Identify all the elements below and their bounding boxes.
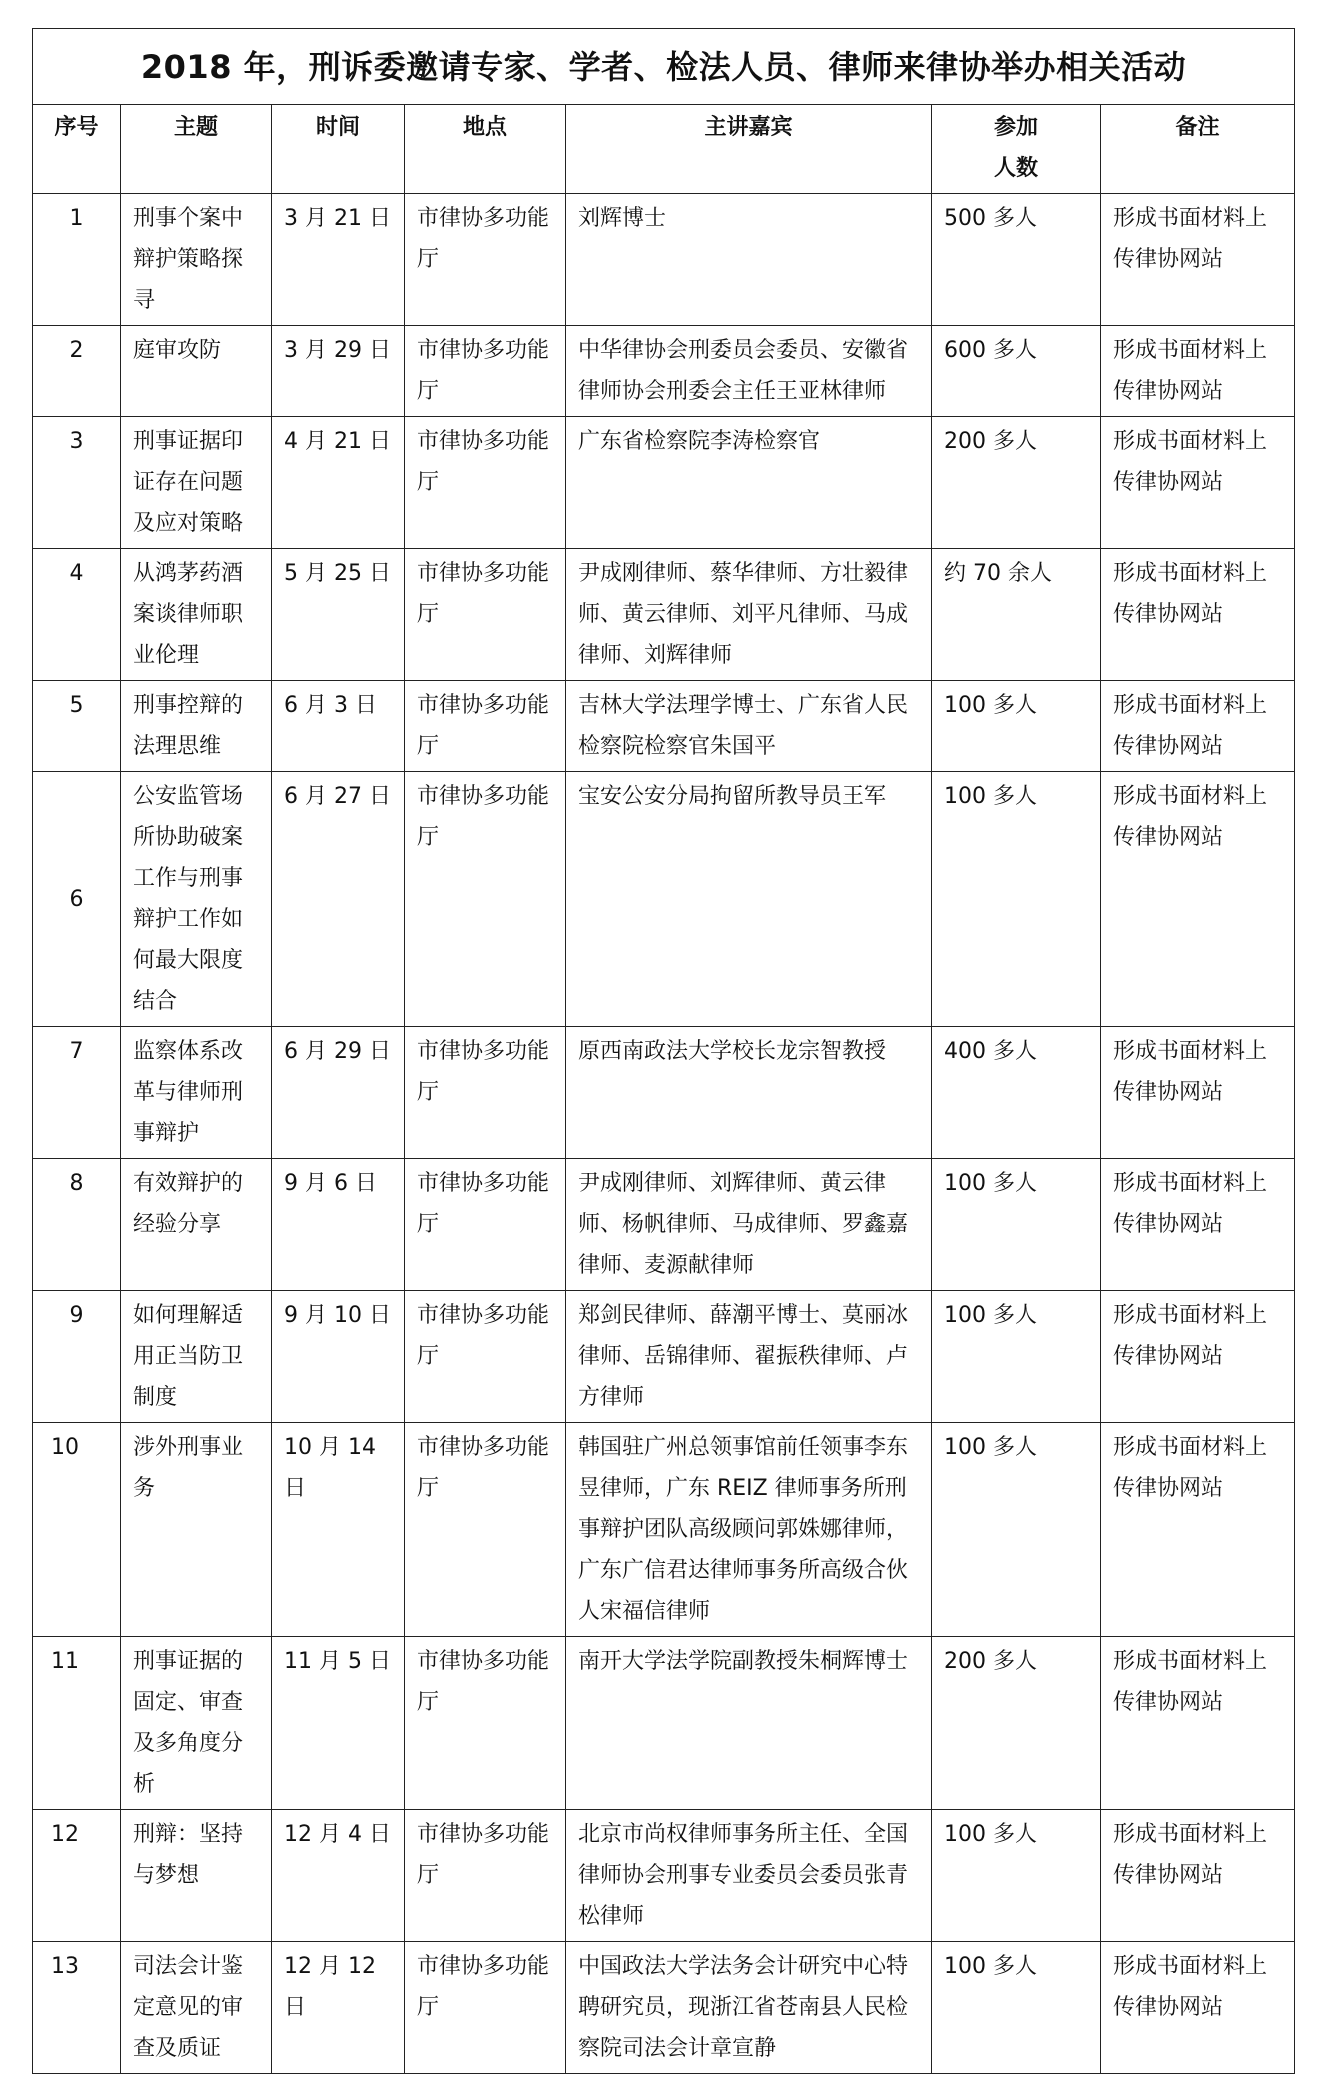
cell-count: 400 多人 (932, 1027, 1101, 1159)
cell-speaker: 韩国驻广州总领事馆前任领事李东昱律师，广东 REIZ 律师事务所刑事辩护团队高级顾问郭姝娜律师，广东广信君达律师事务所高级合伙人宋福信律师 (566, 1423, 932, 1637)
cell-topic: 庭审攻防 (121, 326, 272, 417)
table-body (33, 194, 1295, 2074)
table-row (33, 1291, 1295, 1423)
cell-no: 12 (33, 1810, 121, 1942)
cell-time: 4 月 21 日 (272, 417, 405, 549)
header-topic: 主题 (121, 105, 272, 194)
cell-count: 100 多人 (932, 1810, 1101, 1942)
cell-no: 11 (33, 1637, 121, 1810)
table-row (33, 326, 1295, 417)
cell-speaker: 刘辉博士 (566, 194, 932, 326)
cell-place: 市律协多功能厅 (405, 417, 566, 549)
cell-place: 市律协多功能厅 (405, 772, 566, 1027)
cell-place: 市律协多功能厅 (405, 1810, 566, 1942)
table-row (33, 1637, 1295, 1810)
table-row (33, 417, 1295, 549)
cell-topic: 有效辩护的经验分享 (121, 1159, 272, 1291)
table-row (33, 1810, 1295, 1942)
header-count: 参加 人数 (932, 105, 1101, 194)
cell-no: 4 (33, 549, 121, 681)
table-row (33, 549, 1295, 681)
header-time: 时间 (272, 105, 405, 194)
cell-topic: 刑辩：坚持与梦想 (121, 1810, 272, 1942)
cell-count: 500 多人 (932, 194, 1101, 326)
cell-topic: 监察体系改革与律师刑事辩护 (121, 1027, 272, 1159)
cell-speaker: 郑剑民律师、薛潮平博士、莫丽冰律师、岳锦律师、翟振秩律师、卢方律师 (566, 1291, 932, 1423)
cell-note: 形成书面材料上传律协网站 (1101, 1810, 1295, 1942)
cell-time: 6 月 29 日 (272, 1027, 405, 1159)
header-speaker: 主讲嘉宾 (566, 105, 932, 194)
cell-no: 8 (33, 1159, 121, 1291)
cell-place: 市律协多功能厅 (405, 1027, 566, 1159)
cell-speaker: 吉林大学法理学博士、广东省人民检察院检察官朱国平 (566, 681, 932, 772)
cell-count: 100 多人 (932, 772, 1101, 1027)
cell-no: 1 (33, 194, 121, 326)
cell-note: 形成书面材料上传律协网站 (1101, 1423, 1295, 1637)
cell-topic: 刑事证据的固定、审查及多角度分析 (121, 1637, 272, 1810)
table-row (33, 772, 1295, 1027)
cell-no: 3 (33, 417, 121, 549)
cell-speaker: 原西南政法大学校长龙宗智教授 (566, 1027, 932, 1159)
cell-place: 市律协多功能厅 (405, 326, 566, 417)
cell-count: 200 多人 (932, 1637, 1101, 1810)
table-row (33, 1159, 1295, 1291)
cell-time: 6 月 3 日 (272, 681, 405, 772)
cell-no: 9 (33, 1291, 121, 1423)
cell-place: 市律协多功能厅 (405, 1942, 566, 2074)
cell-note: 形成书面材料上传律协网站 (1101, 326, 1295, 417)
cell-time: 9 月 6 日 (272, 1159, 405, 1291)
cell-note: 形成书面材料上传律协网站 (1101, 1942, 1295, 2074)
cell-topic: 司法会计鉴定意见的审查及质证 (121, 1942, 272, 2074)
cell-time: 11 月 5 日 (272, 1637, 405, 1810)
cell-note: 形成书面材料上传律协网站 (1101, 772, 1295, 1027)
cell-no: 2 (33, 326, 121, 417)
cell-no: 5 (33, 681, 121, 772)
cell-count: 100 多人 (932, 1159, 1101, 1291)
cell-speaker: 中华律协会刑委员会委员、安徽省律师协会刑委会主任王亚林律师 (566, 326, 932, 417)
cell-time: 12 月 12 日 (272, 1942, 405, 2074)
cell-place: 市律协多功能厅 (405, 1423, 566, 1637)
cell-time: 3 月 21 日 (272, 194, 405, 326)
table-row (33, 1423, 1295, 1637)
cell-place: 市律协多功能厅 (405, 194, 566, 326)
cell-note: 形成书面材料上传律协网站 (1101, 1027, 1295, 1159)
cell-note: 形成书面材料上传律协网站 (1101, 549, 1295, 681)
cell-note: 形成书面材料上传律协网站 (1101, 1637, 1295, 1810)
cell-note: 形成书面材料上传律协网站 (1101, 681, 1295, 772)
cell-time: 12 月 4 日 (272, 1810, 405, 1942)
cell-count: 600 多人 (932, 326, 1101, 417)
cell-speaker: 广东省检察院李涛检察官 (566, 417, 932, 549)
header-note: 备注 (1101, 105, 1295, 194)
table-row (33, 194, 1295, 326)
cell-note: 形成书面材料上传律协网站 (1101, 194, 1295, 326)
cell-no: 10 (33, 1423, 121, 1637)
cell-no: 13 (33, 1942, 121, 2074)
cell-note: 形成书面材料上传律协网站 (1101, 417, 1295, 549)
cell-topic: 刑事控辩的法理思维 (121, 681, 272, 772)
cell-time: 9 月 10 日 (272, 1291, 405, 1423)
header-no: 序号 (33, 105, 121, 194)
header-row (33, 105, 1295, 194)
cell-speaker: 宝安公安分局拘留所教导员王军 (566, 772, 932, 1027)
cell-place: 市律协多功能厅 (405, 1159, 566, 1291)
cell-no: 7 (33, 1027, 121, 1159)
cell-time: 6 月 27 日 (272, 772, 405, 1027)
table-title: 2018 年，刑诉委邀请专家、学者、检法人员、律师来律协举办相关活动 (33, 29, 1295, 105)
activities-table (32, 28, 1295, 2074)
cell-count: 100 多人 (932, 1291, 1101, 1423)
cell-topic: 涉外刑事业务 (121, 1423, 272, 1637)
cell-speaker: 南开大学法学院副教授朱桐辉博士 (566, 1637, 932, 1810)
cell-count: 100 多人 (932, 681, 1101, 772)
cell-speaker: 北京市尚权律师事务所主任、全国律师协会刑事专业委员会委员张青松律师 (566, 1810, 932, 1942)
cell-place: 市律协多功能厅 (405, 549, 566, 681)
header-place: 地点 (405, 105, 566, 194)
table-row (33, 681, 1295, 772)
cell-note: 形成书面材料上传律协网站 (1101, 1291, 1295, 1423)
cell-time: 10 月 14 日 (272, 1423, 405, 1637)
cell-speaker: 中国政法大学法务会计研究中心特聘研究员，现浙江省苍南县人民检察院司法会计章宣静 (566, 1942, 932, 2074)
cell-topic: 从鸿茅药酒案谈律师职业伦理 (121, 549, 272, 681)
cell-no: 6 (33, 772, 121, 1027)
document (32, 28, 1294, 2074)
table-row (33, 1942, 1295, 2074)
cell-time: 3 月 29 日 (272, 326, 405, 417)
cell-count: 约 70 余人 (932, 549, 1101, 681)
cell-note: 形成书面材料上传律协网站 (1101, 1159, 1295, 1291)
cell-place: 市律协多功能厅 (405, 681, 566, 772)
cell-topic: 如何理解适用正当防卫制度 (121, 1291, 272, 1423)
cell-time: 5 月 25 日 (272, 549, 405, 681)
cell-place: 市律协多功能厅 (405, 1637, 566, 1810)
cell-speaker: 尹成刚律师、刘辉律师、黄云律师、杨帆律师、马成律师、罗鑫嘉律师、麦源献律师 (566, 1159, 932, 1291)
cell-topic: 刑事个案中辩护策略探寻 (121, 194, 272, 326)
cell-count: 100 多人 (932, 1423, 1101, 1637)
cell-speaker: 尹成刚律师、蔡华律师、方壮毅律师、黄云律师、刘平凡律师、马成律师、刘辉律师 (566, 549, 932, 681)
cell-count: 200 多人 (932, 417, 1101, 549)
cell-topic: 公安监管场所协助破案工作与刑事辩护工作如何最大限度结合 (121, 772, 272, 1027)
cell-place: 市律协多功能厅 (405, 1291, 566, 1423)
table-row (33, 1027, 1295, 1159)
cell-topic: 刑事证据印证存在问题及应对策略 (121, 417, 272, 549)
cell-count: 100 多人 (932, 1942, 1101, 2074)
